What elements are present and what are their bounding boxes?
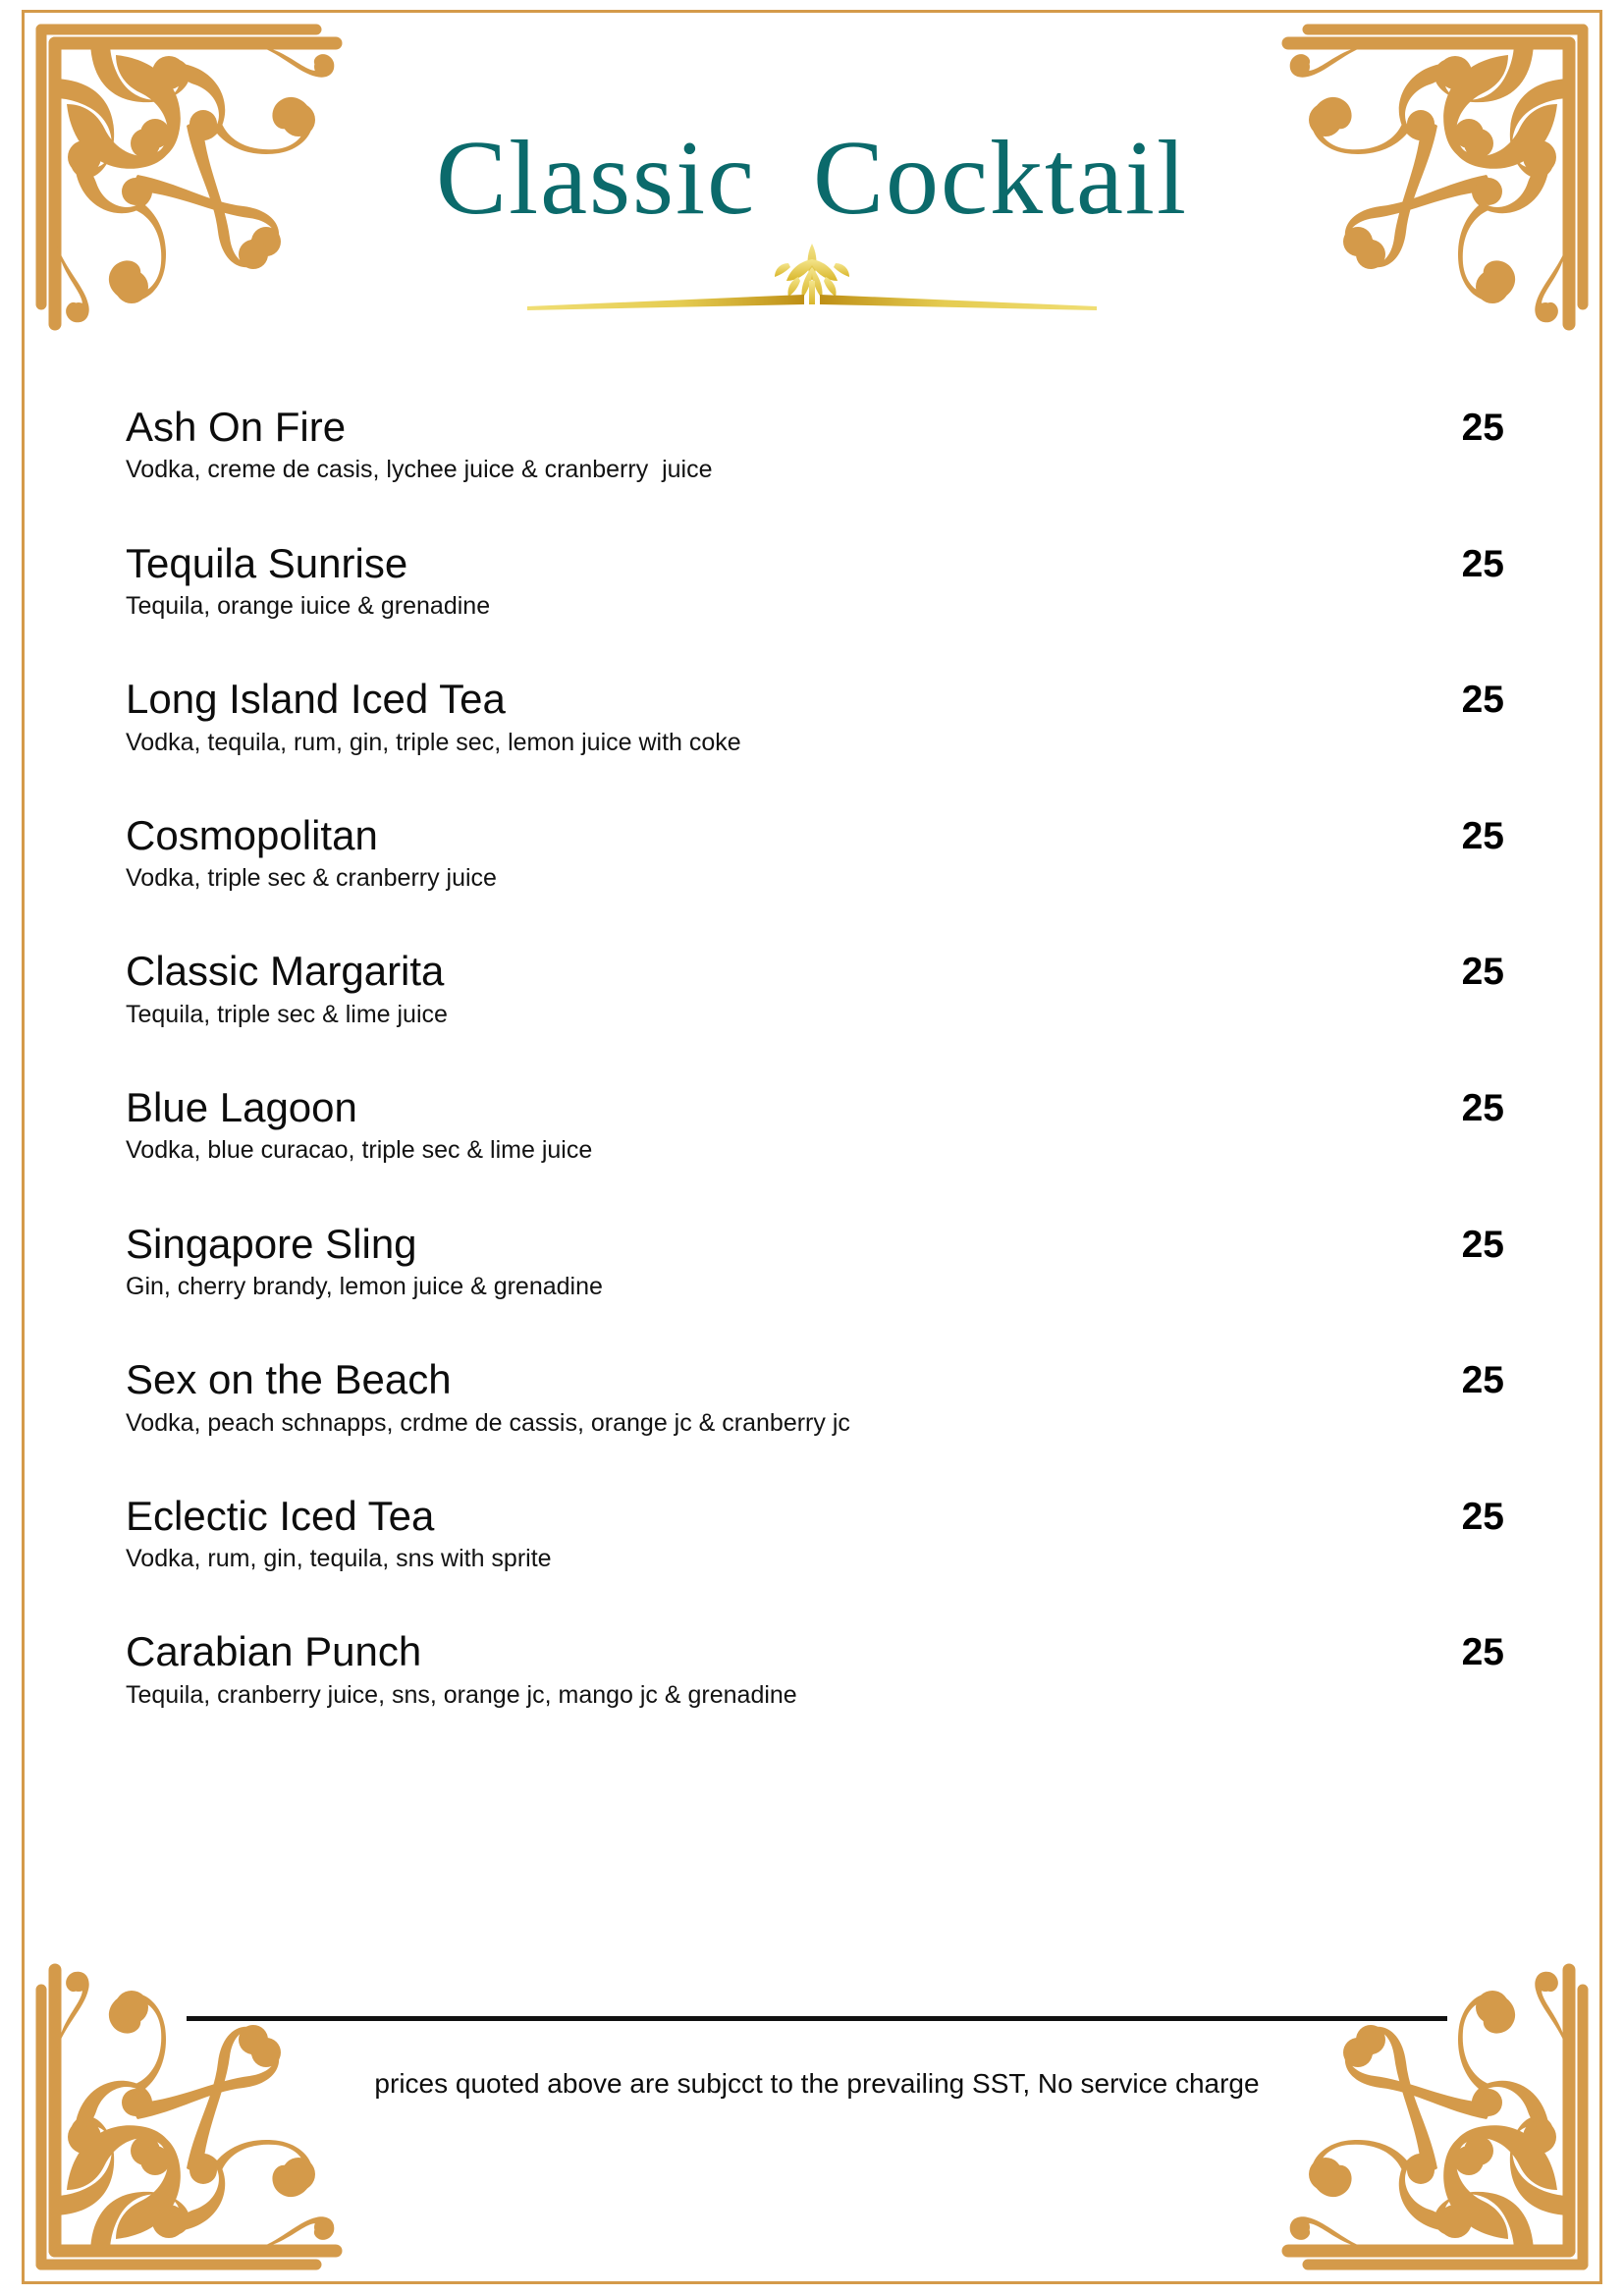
menu-item-text xyxy=(126,1629,1404,1711)
menu-item-name: Blue Lagoon xyxy=(126,1084,357,1131)
menu-item xyxy=(126,1222,1504,1303)
menu-item-text xyxy=(126,1494,1404,1575)
menu-item-name: Singapore Sling xyxy=(126,1220,417,1267)
menu-item-price: 25 xyxy=(1461,814,1504,857)
menu-item-description: Tequila, triple sec & lime juice xyxy=(126,1000,448,1028)
menu-item-text xyxy=(126,405,1404,486)
menu-item-text xyxy=(126,1085,1404,1167)
menu-item-name: Long Island Iced Tea xyxy=(126,676,506,723)
menu-item-price: 25 xyxy=(1461,1223,1504,1266)
menu-items-list xyxy=(126,405,1504,1766)
menu-item-text xyxy=(126,1222,1404,1303)
menu-item xyxy=(126,405,1504,486)
menu-item-description: Vodka, creme de casis, lychee juice & cranberry juice xyxy=(126,456,713,484)
menu-item-name: Carabian Punch xyxy=(126,1628,422,1675)
menu-header xyxy=(0,120,1624,316)
menu-item-description: Vodka, rum, gin, tequila, sns with sprite xyxy=(126,1545,552,1573)
menu-item-text xyxy=(126,949,1404,1030)
menu-item-description: Vodka, blue curacao, triple sec & lime juice xyxy=(126,1136,593,1165)
menu-item-description: Vodka, peach schnapps, crdme de cassis, orange jc & cranberry jc xyxy=(126,1408,850,1437)
menu-item xyxy=(126,1085,1504,1167)
menu-item xyxy=(126,949,1504,1030)
menu-item-name: Eclectic Iced Tea xyxy=(126,1492,435,1539)
ornament-bottom-right-icon xyxy=(1278,1960,1602,2284)
menu-item xyxy=(126,1357,1504,1439)
menu-item-text xyxy=(126,1357,1404,1439)
menu-item-description: Tequila, orange iuice & grenadine xyxy=(126,591,491,620)
menu-footer xyxy=(187,2016,1447,2100)
menu-item-text xyxy=(126,677,1404,758)
menu-item-description: Tequila, cranberry juice, sns, orange jc, mango jc & grenadine xyxy=(126,1680,797,1709)
footer-divider xyxy=(187,2016,1447,2021)
menu-item-price: 25 xyxy=(1461,542,1504,585)
menu-item-price: 25 xyxy=(1461,407,1504,449)
menu-item-price: 25 xyxy=(1461,951,1504,994)
menu-item-name: Tequila Sunrise xyxy=(126,539,408,586)
ornament-bottom-left-icon xyxy=(22,1960,346,2284)
menu-item xyxy=(126,541,1504,623)
menu-item-text xyxy=(126,541,1404,623)
menu-item-price: 25 xyxy=(1461,1087,1504,1130)
menu-item-price: 25 xyxy=(1461,1359,1504,1402)
menu-item-name: Ash On Fire xyxy=(126,404,347,450)
menu-item xyxy=(126,677,1504,758)
menu-item-price: 25 xyxy=(1461,1495,1504,1538)
menu-item-text xyxy=(126,813,1404,895)
menu-item-name: Sex on the Beach xyxy=(126,1356,452,1403)
menu-item-name: Cosmopolitan xyxy=(126,811,378,858)
menu-item-price: 25 xyxy=(1461,1631,1504,1674)
menu-item-description: Gin, cherry brandy, lemon juice & grenadine xyxy=(126,1273,603,1301)
page-title: Classic Cocktail xyxy=(436,120,1188,237)
menu-item xyxy=(126,1629,1504,1711)
menu-item-price: 25 xyxy=(1461,679,1504,722)
footer-note: prices quoted above are subjcct to the prevailing SST, No service charge xyxy=(374,2068,1260,2099)
menu-item xyxy=(126,813,1504,895)
menu-item-description: Vodka, triple sec & cranberry juice xyxy=(126,864,497,893)
menu-item-description: Vodka, tequila, rum, gin, triple sec, lemon juice with coke xyxy=(126,728,741,756)
flourish-divider-icon xyxy=(517,240,1107,316)
menu-item-name: Classic Margarita xyxy=(126,948,445,995)
menu-item xyxy=(126,1494,1504,1575)
